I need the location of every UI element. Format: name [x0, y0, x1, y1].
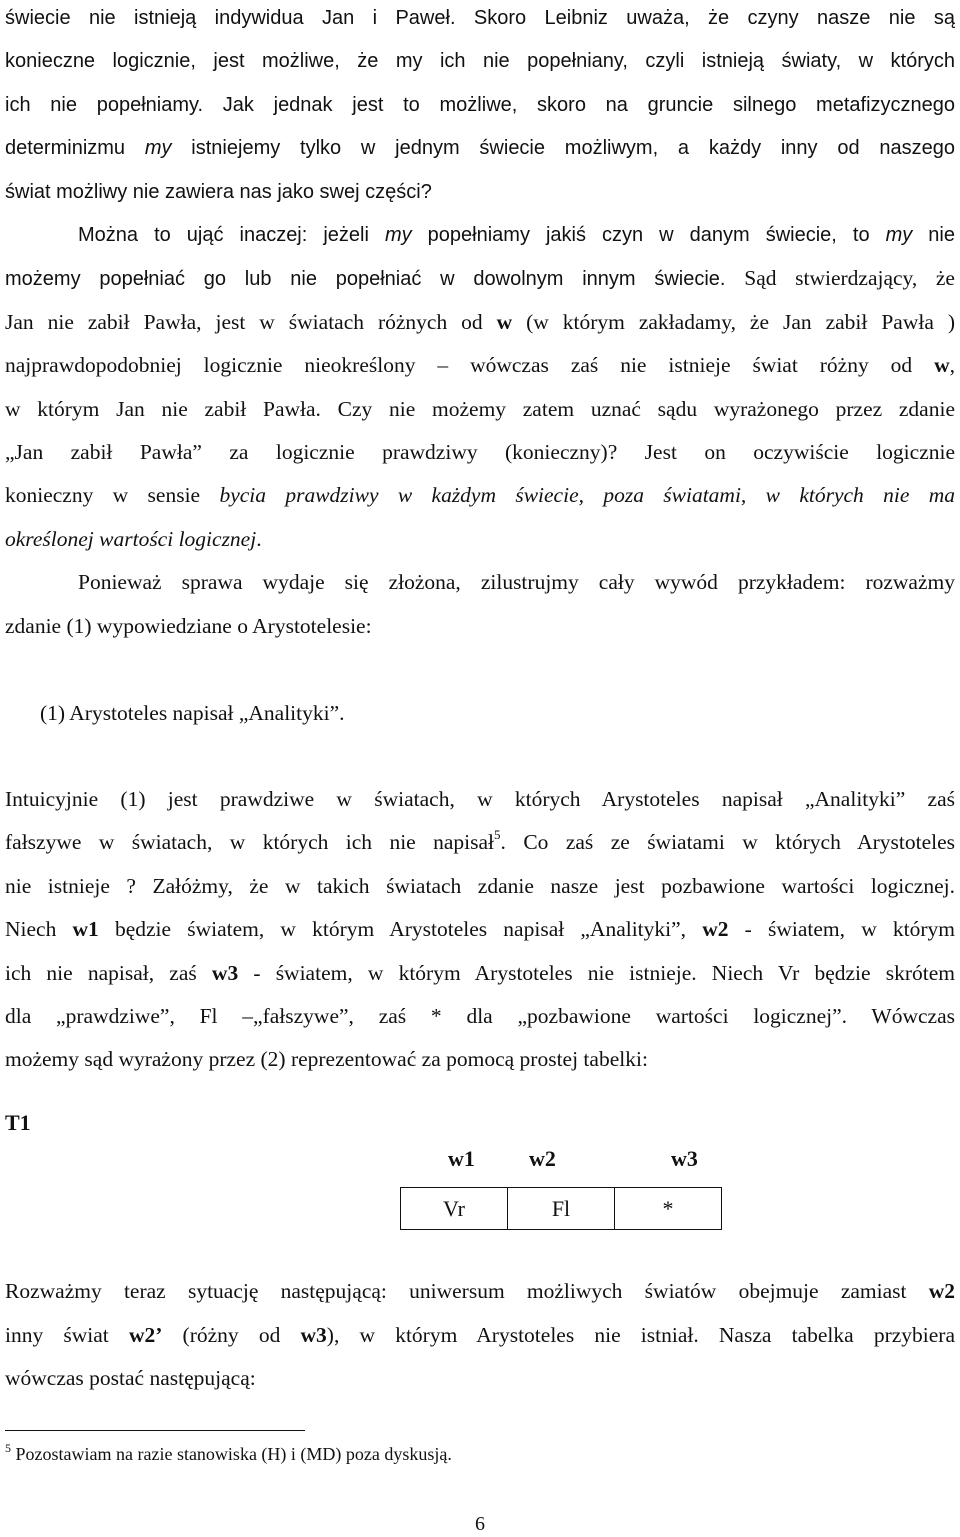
text-line: Rozważmy teraz sytuację następującą: uniwersum możliwych światów obejmuje zamiast w2	[5, 1279, 955, 1303]
paragraph-first-line: Można to ująć inaczej: jeżeli my popełniamy jakiś czyn w danym świecie, to my nie	[78, 224, 955, 246]
text-line: konieczne logicznie, jest możliwe, że my ich nie popełniany, czyli istnieją światy, w których	[5, 50, 955, 72]
footnote-text: Pozostawiam na razie stanowiska (H) i (MD) poza dyskusją.	[15, 1444, 452, 1464]
footnote-ref: 5	[494, 826, 501, 842]
table-label: T1	[5, 1110, 31, 1135]
text-line: świat możliwy nie zawiera nas jako swej części?	[5, 181, 432, 203]
paragraph-first-line: Ponieważ sprawa wydaje się złożona, zilustrujmy cały wywód przykładem: rozważmy	[78, 570, 955, 594]
table-cell-w1: Vr	[401, 1188, 508, 1230]
column-header-w2: w2	[529, 1146, 556, 1171]
text-line: ich nie napisał, zaś w3 - światem, w którym Arystoteles nie istnieje. Niech Vr będzie skrótem	[5, 961, 955, 985]
text-line: świecie nie istnieją indywidua Jan i Paweł. Skoro Leibniz uważa, że czyny nasze nie są	[5, 7, 955, 29]
table-header	[400, 1144, 722, 1174]
text-line: nie istnieje ? Załóżmy, że w takich światach zdanie nasze jest pozbawione wartości logicznej.	[5, 874, 955, 898]
example-sentence: (1) Arystoteles napisał „Analityki”.	[40, 701, 345, 725]
text-line: dla „prawdziwe”, Fl –„fałszywe”, zaś * dla „pozbawione wartości logicznej”. Wówczas	[5, 1004, 955, 1028]
column-header-w1: w1	[448, 1146, 475, 1171]
page-number: 6	[475, 1513, 485, 1535]
text-line: najprawdopodobniej logicznie nieokreślony – wówczas zaś nie istnieje świat różny od w,	[5, 353, 955, 377]
text-line: ich nie popełniamy. Jak jednak jest to możliwe, skoro na gruncie silnego metafizycznego	[5, 94, 955, 116]
table-cell-w3: *	[615, 1188, 722, 1230]
text-line: możemy sąd wyrażony przez (2) reprezentować za pomocą prostej tabelki:	[5, 1047, 648, 1071]
text-line: Jan nie zabił Pawła, jest w światach różnych od w (w którym zakładamy, że Jan zabił Pawła )	[5, 310, 955, 334]
text-line: Niech w1 będzie światem, w którym Arystoteles napisał „Analityki”, w2 - światem, w którym	[5, 917, 955, 941]
text-line: możemy popełniać go lub nie popełniać w dowolnym innym świecie. Sąd stwierdzający, że	[5, 266, 955, 290]
table-cell-w2: Fl	[508, 1188, 615, 1230]
text-line: określonej wartości logicznej.	[5, 527, 262, 551]
text-line: w którym Jan nie zabił Pawła. Czy nie możemy zatem uznać sądu wyrażonego przez zdanie	[5, 397, 955, 421]
table-row	[401, 1188, 722, 1230]
text-line: determinizmu my istniejemy tylko w jednym świecie możliwym, a każdy inny od naszego	[5, 137, 955, 159]
footnote-rule	[5, 1430, 305, 1431]
text-line: zdanie (1) wypowiedziane o Arystotelesie:	[5, 614, 372, 638]
text-line: wówczas postać następującą:	[5, 1366, 256, 1390]
truth-value-table	[400, 1187, 722, 1230]
text-line: „Jan zabił Pawła” za logicznie prawdziwy (konieczny)? Jest on oczywiście logicznie	[5, 440, 955, 464]
column-header-w3: w3	[671, 1146, 698, 1171]
footnote	[5, 1440, 452, 1468]
footnote-number: 5	[5, 1441, 11, 1455]
text-line: fałszywe w światach, w których ich nie napisał$^5$. Co zaś ze światami w których Arystoteles	[5, 826, 955, 854]
text-line: Intuicyjnie (1) jest prawdziwe w światach, w których Arystoteles napisał „Analityki” zaś	[5, 787, 955, 811]
text-line: inny świat w2’ (różny od w3), w którym Arystoteles nie istniał. Nasza tabelka przybiera	[5, 1323, 956, 1347]
text-line: konieczny w sensie bycia prawdziwy w każdym świecie, poza światami, w których nie ma	[5, 483, 956, 507]
